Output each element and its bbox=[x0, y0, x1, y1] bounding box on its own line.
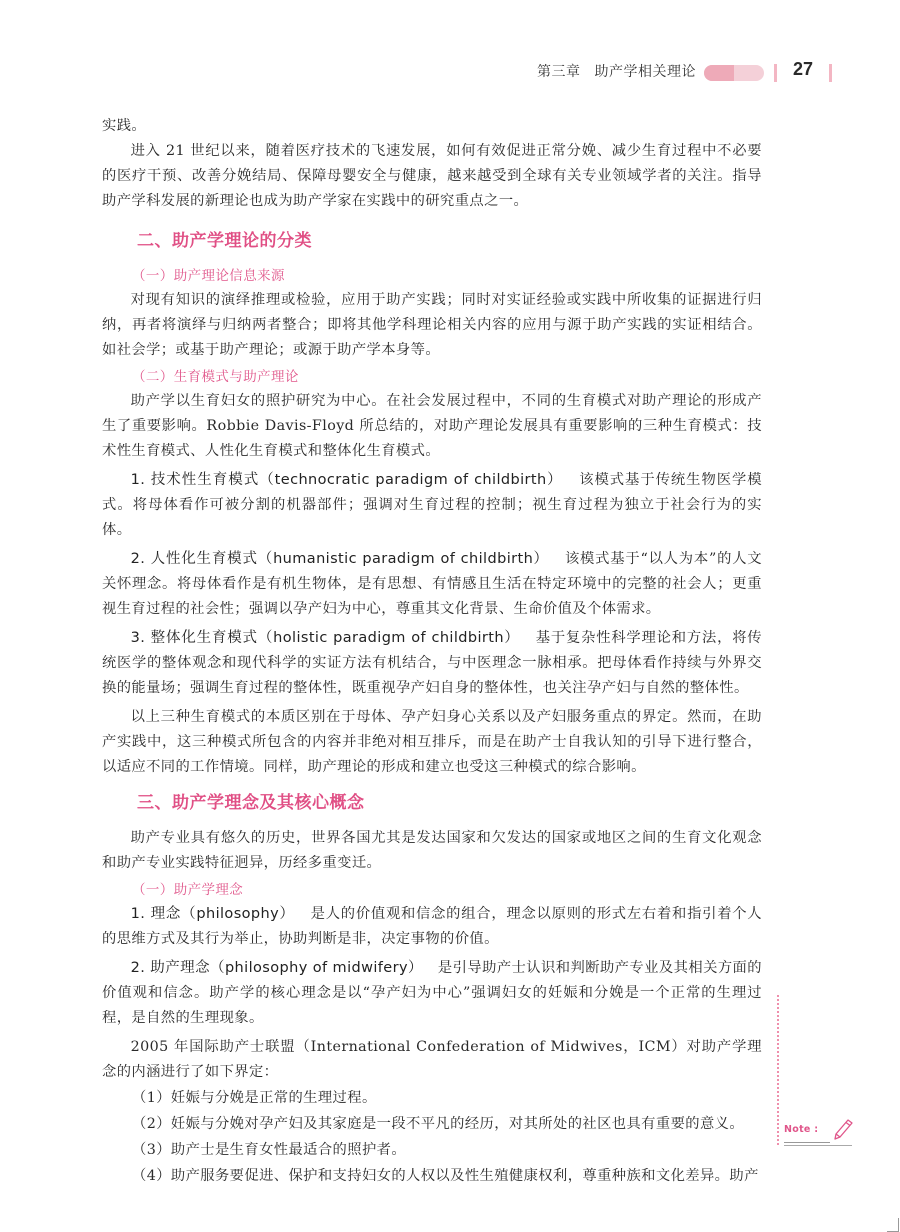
section-heading: 二、助产学理论的分类 bbox=[137, 231, 312, 251]
paragraph: 以上三种生育模式的本质区别在于母体、孕产妇身心关系以及产妇服务重点的界定。然而，在助产实践中，这三种模式所包含的内容并非绝对相互排斥，而是在助产士自我认知的引导下进行整合，以适应不同的工作情境。同样，助产理论的形成和建立也受这三种模式的综合影响。 bbox=[102, 709, 762, 775]
paragraph: 实践。 bbox=[102, 118, 147, 134]
subsection-heading: （一）助产学理念 bbox=[132, 882, 244, 898]
definition-text: 是引导助产士认识和判断助产专业及其相关方面的价值观和信念。助产学的核心理念是以“孕产妇为中心”强调妇女的妊娠和分娩是一个正常的生理过程，是自然的生理现象。 bbox=[102, 960, 762, 1026]
definition-text: 该模式基于传统生物医学模式。将母体看作可被分割的机器部件；强调对生育过程的控制；视生育过程为独立于社会行为的实体。 bbox=[102, 472, 762, 538]
page-body bbox=[102, 114, 762, 1189]
crop-mark bbox=[887, 1218, 899, 1232]
pen-icon bbox=[832, 1118, 854, 1142]
definition-item bbox=[102, 902, 762, 952]
paragraph: 2005 年国际助产士联盟（International Confederation of Midwives，ICM）对助产学理念的内涵进行了如下界定： bbox=[102, 1039, 762, 1080]
definition-item bbox=[102, 626, 762, 701]
paragraph: 助产学以生育妇女的照护研究为中心。在社会发展过程中，不同的生育模式对助产理论的形成产生了重要影响。Robbie Davis-Floyd 所总结的，对助产理论发展具有重要影响的三种生育模式：技术性生育模式、人性化生育模式和整体化生育模式。 bbox=[102, 393, 762, 459]
definition-text: 基于复杂性科学理论和方法，将传统医学的整体观念和现代科学的实证方法有机结合，与中医理念一脉相承。把母体看作持续与外界交换的能量场；强调生育过程的整体性，既重视孕产妇自身的整体性，也关注孕产妇与自然的整体性。 bbox=[102, 630, 763, 696]
section-heading: 三、助产学理念及其核心概念 bbox=[137, 793, 365, 813]
paragraph: 助产专业具有悠久的历史，世界各国尤其是发达国家和欠发达的国家或地区之间的生育文化观念和助产专业实践特征迥异，历经多重变迁。 bbox=[102, 830, 762, 871]
definition-term: 1. 技术性生育模式（technocratic paradigm of childbirth） bbox=[130, 472, 563, 488]
definition-item bbox=[102, 956, 762, 1031]
paragraph: 对现有知识的演绎推理或检验，应用于助产实践；同时对实证经验或实践中所收集的证据进行归纳，再者将演绎与归纳两者整合；即将其他学科理论相关内容的应用与源于助产实践的实证相结合。如社会学；或基于助产理论；或源于助产学本身等。 bbox=[102, 292, 762, 358]
definition-text: 是人的价值观和信念的组合，理念以原则的形式左右着和指引着个人的思维方式及其行为举止，协助判断是非，决定事物的价值。 bbox=[102, 906, 763, 947]
definition-item bbox=[102, 468, 762, 543]
chapter-title: 助产学相关理论 bbox=[594, 64, 696, 80]
definition-term: 2. 助产理念（philosophy of midwifery） bbox=[130, 960, 423, 976]
list-item: （2）妊娠与分娩对孕产妇及其家庭是一段不平凡的经历，对其所处的社区也具有重要的意义。 bbox=[132, 1116, 745, 1132]
subsection-heading: （一）助产理论信息来源 bbox=[132, 268, 285, 284]
progress-pill-decoration bbox=[704, 65, 764, 81]
paragraph: 进入 21 世纪以来，随着医疗技术的飞速发展，如何有效促进正常分娩、减少生育过程中不必要的医疗干预、改善分娩结局、保障母婴安全与健康，越来越受到全球有关专业领域学者的关注。指导助产学科发展的新理论也成为助产学家在实践中的研究重点之一。 bbox=[102, 143, 762, 209]
chapter-heading bbox=[537, 61, 696, 81]
definition-term: 2. 人性化生育模式（humanistic paradigm of childbirth） bbox=[130, 551, 549, 567]
page-number: 27 bbox=[793, 59, 814, 79]
subsection-heading: （二）生育模式与助产理论 bbox=[132, 369, 299, 385]
list-item: （3）助产士是生育女性最适合的照护者。 bbox=[132, 1142, 407, 1158]
definition-text: 该模式基于“以人为本”的人文关怀理念。将母体看作是有机生物体，是有思想、有情感且生活在特定环境中的完整的社会人；更重视生育过程的社会性；强调以孕产妇为中心，尊重其文化背景、生命价值及个体需求。 bbox=[102, 551, 762, 617]
list-item: （4）助产服务要促进、保护和支持妇女的人权以及性生殖健康权利，尊重种族和文化差异。助产 bbox=[132, 1168, 759, 1184]
divider-bar bbox=[829, 64, 832, 82]
margin-dotted-rule bbox=[777, 995, 779, 1145]
note-label: Note : bbox=[784, 1124, 819, 1135]
running-header bbox=[0, 58, 900, 86]
definition-term: 3. 整体化生育模式（holistic paradigm of childbirth） bbox=[130, 630, 520, 646]
pill-fill bbox=[704, 65, 734, 81]
list-item: （1）妊娠与分娩是正常的生理过程。 bbox=[132, 1090, 377, 1106]
note-underline bbox=[784, 1145, 852, 1146]
definition-item bbox=[102, 547, 762, 622]
divider-bar bbox=[774, 64, 777, 82]
chapter-label: 第三章 bbox=[537, 64, 581, 80]
note-underline bbox=[784, 1142, 830, 1143]
definition-term: 1. 理念（philosophy） bbox=[130, 906, 295, 922]
